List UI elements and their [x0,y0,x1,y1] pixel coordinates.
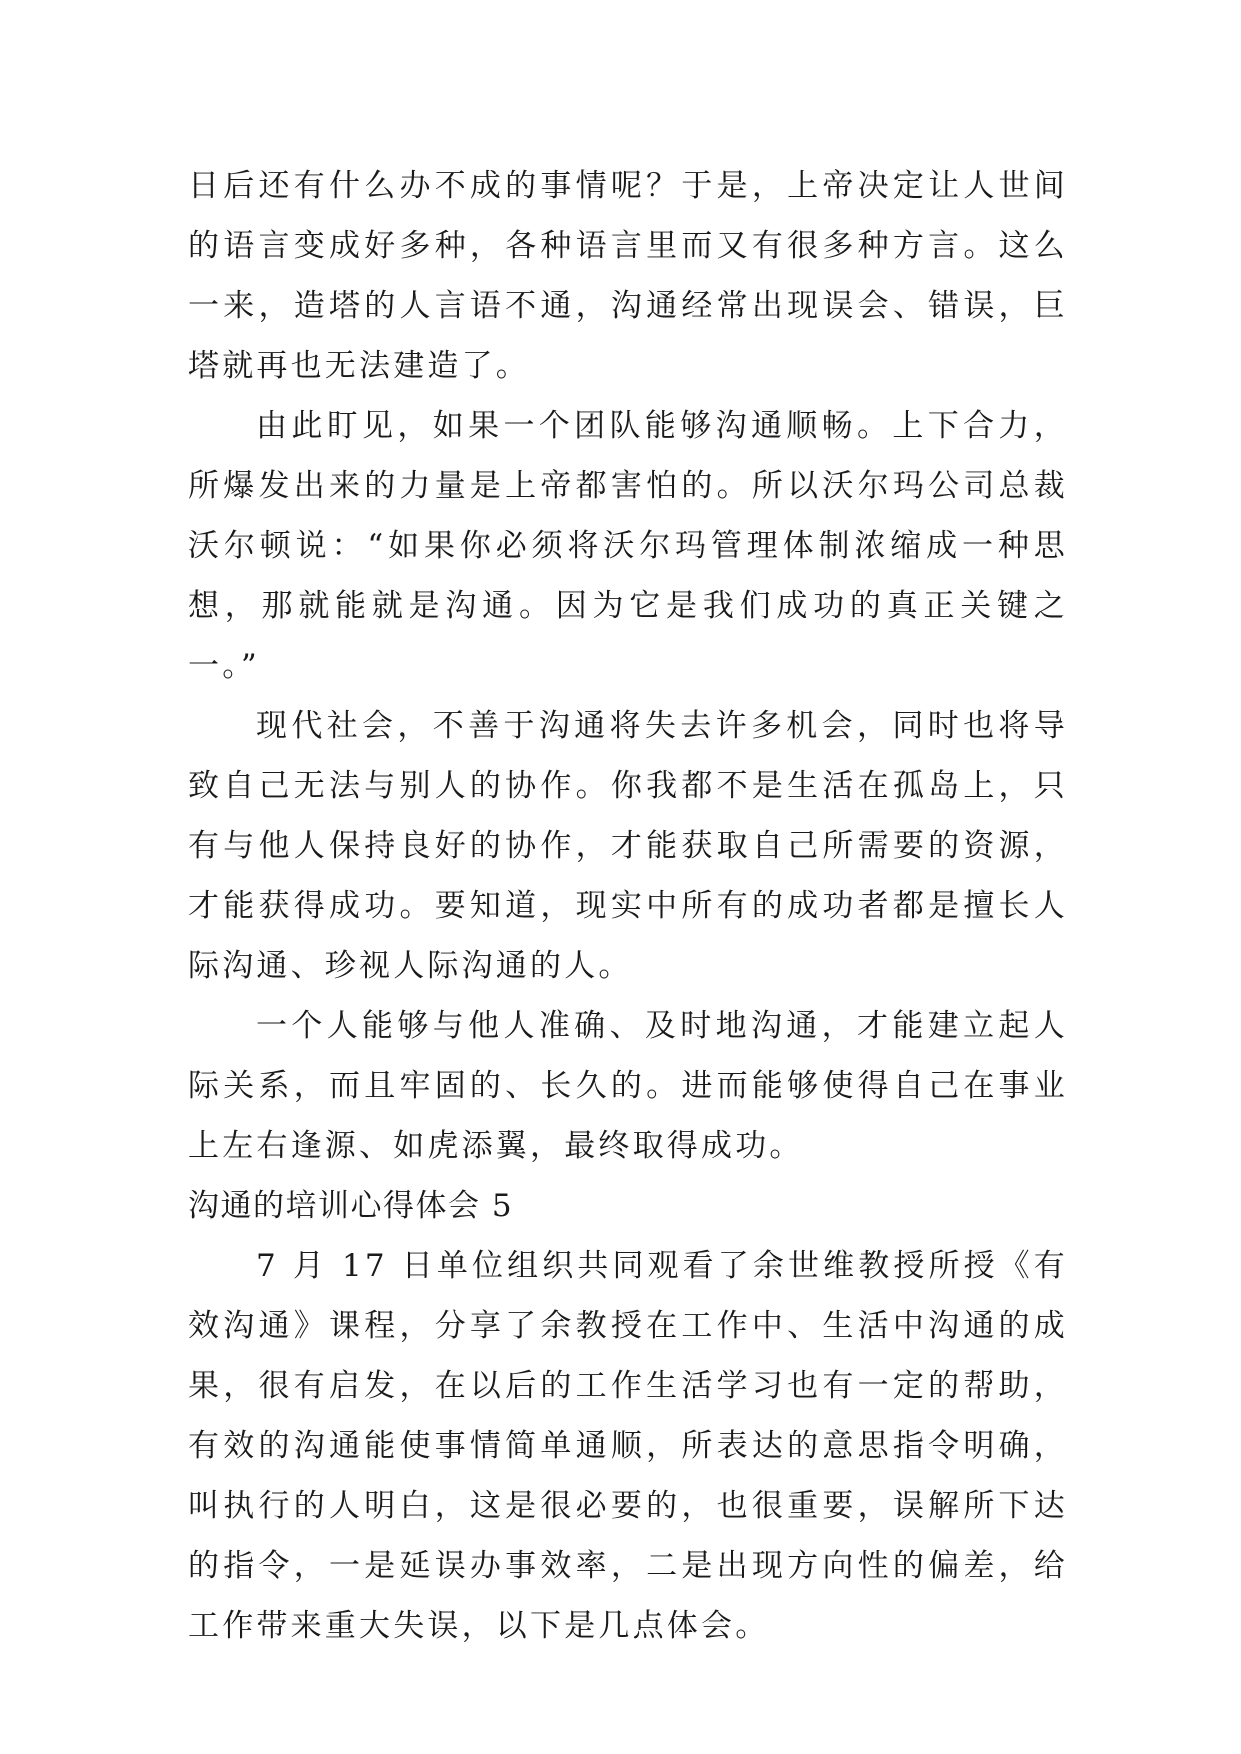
document-body [188,156,1068,1656]
paragraph: 由此盯见，如果一个团队能够沟通顺畅。上下合力，所爆发出来的力量是上帝都害怕的。所以沃尔玛公司总裁沃尔顿说：“如果你必须将沃尔玛管理体制浓缩成一种思想，那就能就是沟通。因为它是我们成功的真正关键之一。” [188,408,1068,684]
paragraph: 一个人能够与他人准确、及时地沟通，才能建立起人际关系，而且牢固的、长久的。进而能够使得自己在事业上左右逢源、如虎添翼，最终取得成功。 [188,1008,1068,1164]
paragraph: 日后还有什么办不成的事情呢？于是，上帝决定让人世间的语言变成好多种，各种语言里而又有很多种方言。这么一来，造塔的人言语不通，沟通经常出现误会、错误，巨塔就再也无法建造了。 [188,168,1068,384]
paragraph: 现代社会，不善于沟通将失去许多机会，同时也将导致自己无法与别人的协作。你我都不是生活在孤岛上，只有与他人保持良好的协作，才能获取自己所需要的资源，才能获得成功。要知道，现实中所有的成功者都是擅长人际沟通、珍视人际沟通的人。 [188,708,1068,984]
paragraph: 7 月 17 日单位组织共同观看了余世维教授所授《有效沟通》课程，分享了余教授在工作中、生活中沟通的成果，很有启发，在以后的工作生活学习也有一定的帮助，有效的沟通能使事情简单通顺，所表达的意思指令明确，叫执行的人明白，这是很必要的，也很重要，误解所下达的指令，一是延误办事效率，二是出现方向性的偏差，给工作带来重大失误，以下是几点体会。 [188,1248,1068,1644]
section-heading: 沟通的培训心得体会 5 [188,1188,514,1224]
